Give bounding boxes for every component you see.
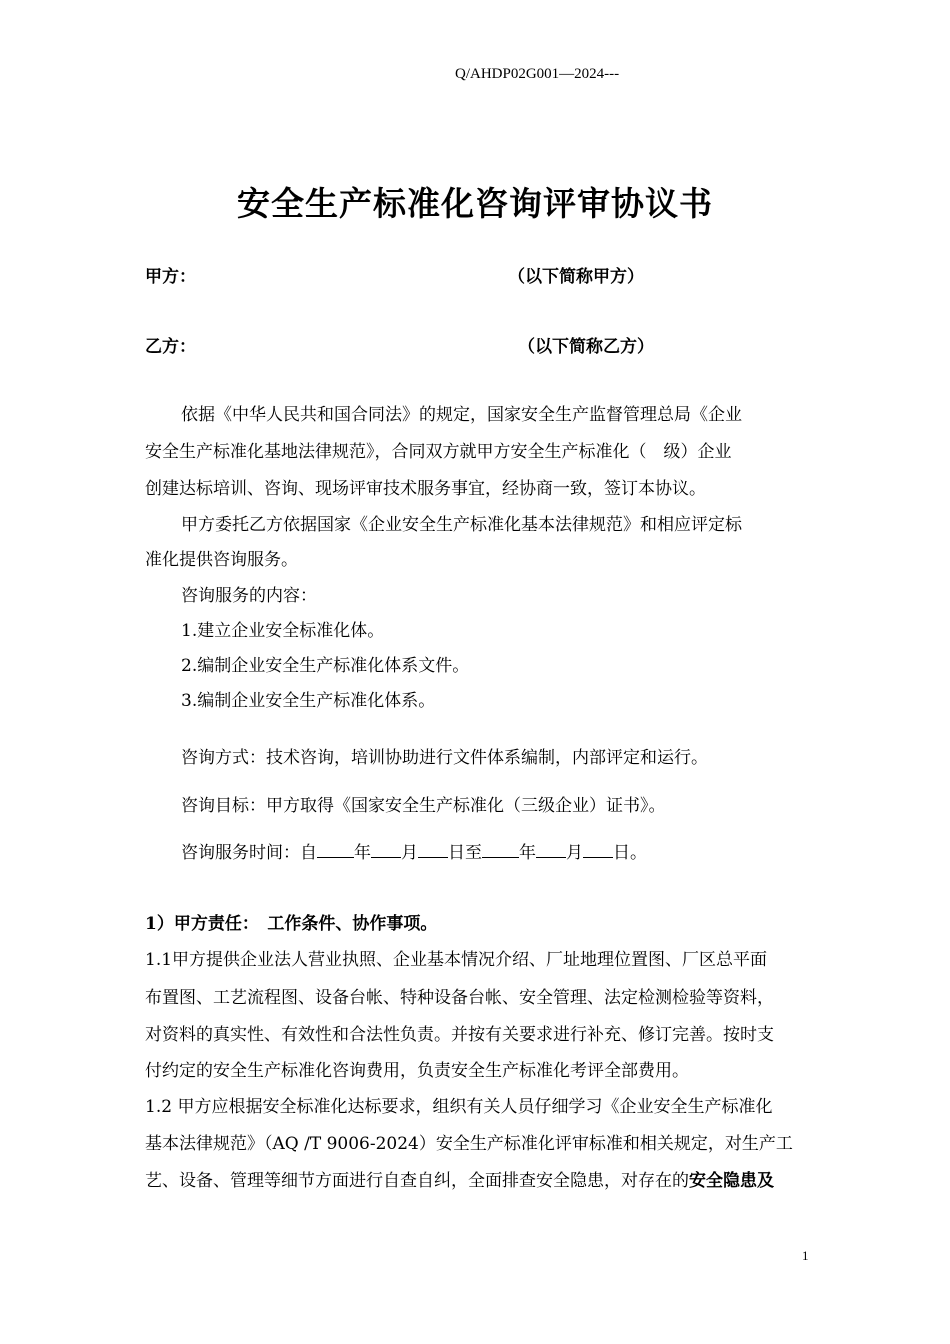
blank-end-year [482,843,519,858]
blank-start-year [317,843,354,858]
document-title: 安全生产标准化咨询评审协议书 [237,184,713,223]
section-1-1-line-1: 1.1甲方提供企业法人营业执照、企业基本情况介绍、厂址地理位置图、厂区总平面 [145,950,768,970]
consult-goal: 咨询目标：甲方取得《国家安全生产标准化（三级企业）证书》。 [181,796,666,816]
party-b-label: 乙方： [145,337,196,357]
section-1-1-line-2: 布置图、工艺流程图、设备台帐、特种设备台帐、安全管理、法定检测检验等资料， [145,988,774,1008]
section-1-1-line-3: 对资料的真实性、有效性和合法性负责。并按有关要求进行补充、修订完善。按时支 [145,1025,774,1045]
blank-start-month [371,843,401,858]
section-1-2-line-3-bold: 安全隐患及 [689,1171,774,1191]
intro-line-3: 创建达标培训、咨询、现场评审技术服务事宜，经协商一致，签订本协议。 [145,479,706,499]
entrust-line-2: 准化提供咨询服务。 [145,550,298,570]
section-1-2-line-3-text: 艺、设备、管理等细节方面进行自查自纠，全面排查安全隐患，对存在的 [145,1171,689,1191]
time-unit-day-end: 日。 [613,843,647,863]
blank-end-day [583,843,613,858]
section-1-2-line-2: 基本法律规范》（AQ /T 9006-2024）安全生产标准化评审标准和相关规定，对生产工 [145,1134,793,1154]
intro-line-2: 安全生产标准化基地法律规范》，合同双方就甲方安全生产标准化（ 级）企业 [145,442,732,462]
intro-line-1: 依据《中华人民共和国合同法》的规定，国家安全生产监督管理总局《企业 [181,405,742,425]
time-unit-month: 月 [401,843,418,863]
service-time-prefix: 咨询服务时间：自 [181,843,317,863]
entrust-line-1: 甲方委托乙方依据国家《企业安全生产标准化基本法律规范》和相应评定标 [181,515,742,535]
time-unit-year: 年 [354,843,371,863]
section-1-heading: 1）甲方责任： 工作条件、协作事项。 [145,914,438,934]
time-unit-day-to: 日至 [448,843,482,863]
consult-method: 咨询方式：技术咨询，培训协助进行文件体系编制，内部评定和运行。 [181,748,708,768]
blank-start-day [418,843,448,858]
party-a-note: （以下简称甲方） [508,267,644,287]
list-item: 1.建立企业安全标准化体。 [181,621,385,641]
content-heading: 咨询服务的内容： [181,586,317,606]
time-unit-month-end: 月 [566,843,583,863]
party-a-label: 甲方： [145,267,196,287]
party-b-note: （以下简称乙方） [518,337,654,357]
list-item: 2.编制企业安全生产标准化体系文件。 [181,656,470,676]
service-time [181,838,647,863]
section-1-2-line-3 [145,1166,774,1191]
document-code: Q/AHDP02G001—2024--- [455,66,620,82]
section-1-2-line-1: 1.2 甲方应根据安全标准化达标要求，组织有关人员仔细学习《企业安全生产标准化 [145,1097,773,1117]
blank-end-month [536,843,566,858]
section-1-1-line-4: 付约定的安全生产标准化咨询费用，负责安全生产标准化考评全部费用。 [145,1061,689,1081]
list-item: 3.编制企业安全生产标准化体系。 [181,691,436,711]
page-number: 1 [802,1248,809,1263]
time-unit-year-end: 年 [519,843,536,863]
